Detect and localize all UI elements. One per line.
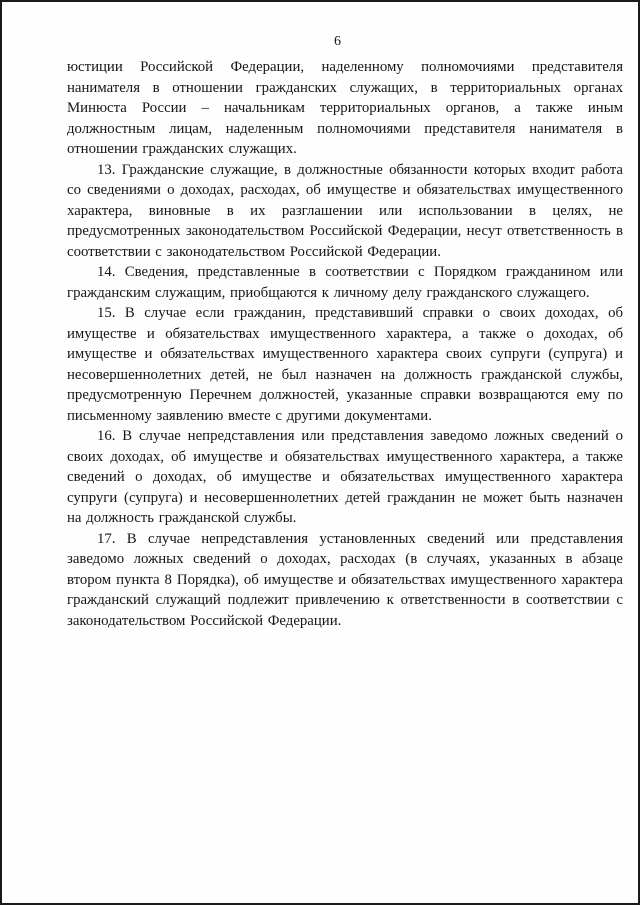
paragraph: 16. В случае непредставления или представления заведомо ложных сведений о своих доходах, об имуществе и обязательствах имущественного характера, а также сведений о доходах, об имуществе и обязательствах имущественного характера супруги (супруга) и несовершеннолетних детей гражданин не может быть назначен на должность гражданской службы. (67, 428, 623, 526)
paragraph: юстиции Российской Федерации, наделенному полномочиями представителя нанимателя в отношении гражданских служащих, в территориальных органах Минюста России – начальникам территориальных органов, а также иным должностным лицам, наделенным полномочиями представителя нанимателя в отношении гражданских служащих. (67, 59, 623, 157)
paragraph: 15. В случае если гражданин, представивший справки о своих доходах, об имуществе и обязательствах имущественного характера, а также о доходах, об имуществе и обязательствах имущественного характера своих супруги (супруга) и несовершеннолетних детей, не был назначен на должность гражданской службы, предусмотренную Перечнем должностей, указанные справки возвращаются ему по письменному заявлению вместе с другими документами. (67, 305, 623, 424)
page-number: 6 (334, 34, 341, 49)
document-body (2, 50, 638, 631)
paragraph: 14. Сведения, представленные в соответствии с Порядком гражданином или гражданским служащим, приобщаются к личному делу гражданского служащего. (67, 264, 623, 301)
paragraph: 17. В случае непредставления установленных сведений или представления заведомо ложных сведений о доходах, расходах (в случаях, указанных в абзаце втором пункта 8 Порядка), об имуществе и обязательствах имущественного характера гражданский служащий подлежит привлечению к ответственности в соответствии с законодательством Российской Федерации. (67, 530, 623, 629)
paragraph: 13. Гражданские служащие, в должностные обязанности которых входит работа со сведениями о доходах, расходах, об имуществе и обязательствах имущественного характера, виновные в их разглашении или использовании в целях, не предусмотренных законодательством Российской Федерации, несут ответственность в соответствии с законодательством Российской Федерации. (67, 161, 623, 260)
